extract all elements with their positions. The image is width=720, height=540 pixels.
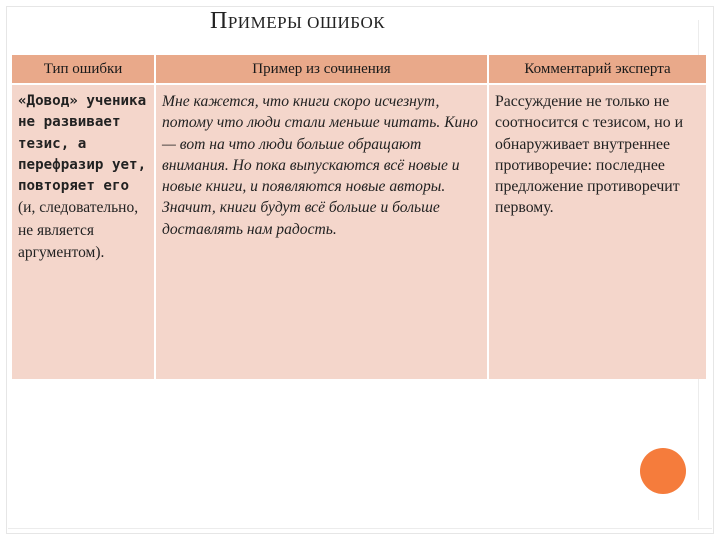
- error-type-plain: (и, следовательно, не является аргументом).: [18, 199, 139, 262]
- decorative-circle: [640, 448, 686, 494]
- cell-example: Мне кажется, что книги скоро исчезнут, потому что люди стали меньше читать. Кино — вот на что люди больше обращают внимания. Но пока выпускаются всё новые и новые книги, и появляются новые авторы. Значит, книги будут всё больше и больше доставлять нам радость.: [155, 84, 488, 379]
- cell-error-type: [12, 84, 155, 379]
- header-example: Пример из сочинения: [155, 55, 488, 84]
- errors-table: [12, 55, 706, 379]
- table-header-row: [12, 55, 706, 84]
- title-initial: П: [210, 8, 228, 34]
- table-row: [12, 84, 706, 379]
- error-type-bold: «Довод» ученика не развивает тезис, а перефразир ует, повторяет его: [18, 93, 147, 195]
- cell-expert-comment: Рассуждение не только не соотносится с тезисом, но и обнаруживает внутреннее противоречие: последнее предложение противоречит первому.: [488, 84, 706, 379]
- frame-line: [8, 528, 712, 529]
- header-expert-comment: Комментарий эксперта: [488, 55, 706, 84]
- header-error-type: Тип ошибки: [12, 55, 155, 84]
- slide-title: [210, 8, 510, 44]
- title-rest: РИМЕРЫ ОШИБОК: [227, 13, 386, 32]
